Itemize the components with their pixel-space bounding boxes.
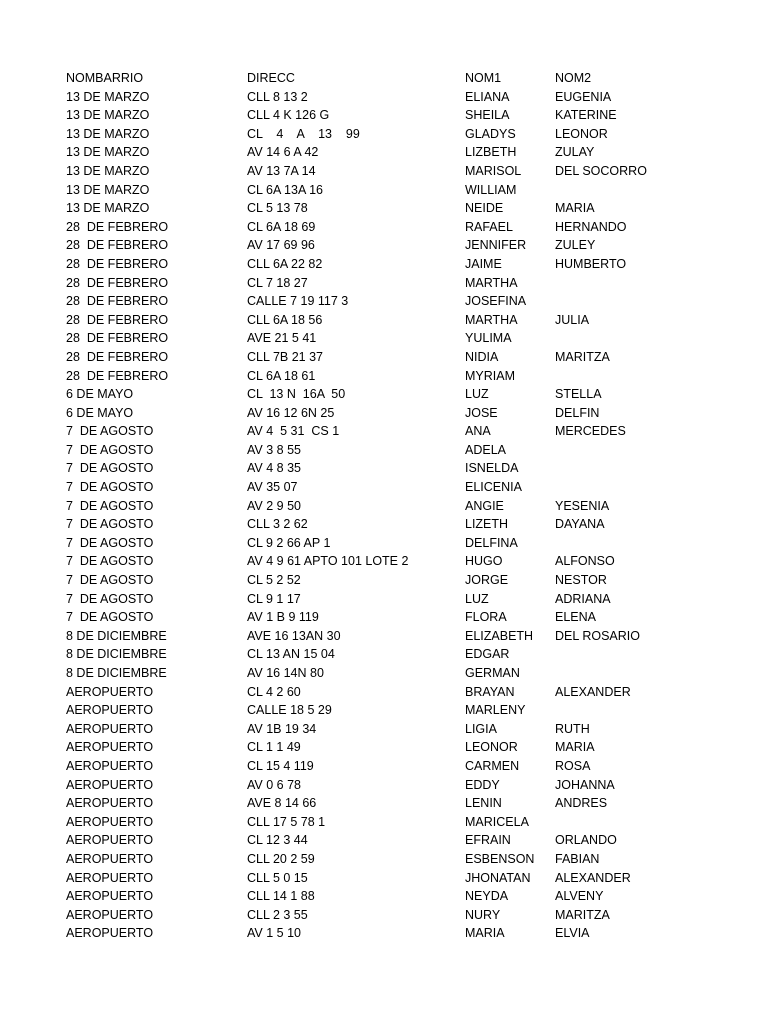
cell-nom2: ELENA [555, 610, 596, 625]
table-row [66, 664, 685, 683]
cell-nombarrio: AEROPUERTO [66, 889, 154, 904]
cell-nom2: HUMBERTO [555, 256, 627, 271]
table-row [66, 645, 685, 664]
table-row [66, 720, 685, 739]
cell-direcc: AVE 21 5 41 [247, 331, 317, 346]
cell-nom2: MERCEDES [555, 424, 626, 439]
cell-nom1: ELIZABETH [465, 628, 534, 643]
table-row [66, 218, 685, 237]
cell-nom1: ANGIE [465, 498, 504, 513]
table-row [66, 181, 685, 200]
table-row [66, 162, 685, 181]
cell-nombarrio: AEROPUERTO [66, 907, 154, 922]
cell-nombarrio: 28 DE FEBRERO [66, 256, 169, 271]
cell-nombarrio: 6 DE MAYO [66, 405, 134, 420]
cell-nom2: DELFIN [555, 405, 600, 420]
cell-nom2: FABIAN [555, 851, 600, 866]
cell-direcc: CL 6A 18 61 [247, 368, 316, 383]
table-body [66, 88, 685, 943]
data-table [66, 69, 685, 943]
cell-direcc: CL 9 1 17 [247, 591, 301, 606]
cell-nom2: ALEXANDER [555, 870, 631, 885]
cell-nombarrio: 28 DE FEBRERO [66, 238, 169, 253]
cell-nom1: LUZ [465, 387, 489, 402]
cell-nombarrio: 7 DE AGOSTO [66, 591, 154, 606]
cell-nom2: DEL SOCORRO [555, 163, 647, 178]
cell-nom1: NEIDE [465, 201, 504, 216]
cell-nombarrio: 7 DE AGOSTO [66, 461, 154, 476]
cell-direcc: CL 13 N 16A 50 [247, 387, 346, 402]
cell-nombarrio: 8 DE DICIEMBRE [66, 666, 167, 680]
cell-nom1: FLORA [465, 610, 507, 625]
cell-nom1: MARLENY [465, 703, 526, 718]
cell-direcc: AV 14 6 A 42 [247, 145, 319, 160]
cell-nom1: ELICENIA [465, 480, 522, 495]
table-row [66, 850, 685, 869]
table-row [66, 831, 685, 850]
cell-nom2: ZULAY [555, 145, 595, 160]
cell-direcc: CLL 7B 21 37 [247, 349, 323, 364]
cell-direcc: CLL 8 13 2 [247, 89, 308, 104]
cell-nom1: JORGE [465, 573, 509, 588]
table-row [66, 571, 685, 590]
cell-nom1: ANA [465, 424, 491, 439]
cell-nom2 [555, 274, 685, 293]
cell-direcc: CL 1 1 49 [247, 740, 301, 755]
cell-nom2: YESENIA [555, 498, 610, 513]
cell-nom1: JAIME [465, 256, 502, 271]
cell-direcc: AV 2 9 50 [247, 498, 301, 513]
cell-nombarrio: AEROPUERTO [66, 870, 154, 885]
table-row [66, 404, 685, 423]
cell-nom2 [555, 534, 685, 553]
cell-nom1: GLADYS [465, 126, 516, 141]
table-row [66, 906, 685, 925]
cell-direcc: AV 3 8 55 [247, 442, 301, 457]
cell-nombarrio: 13 DE MARZO [66, 163, 150, 178]
cell-nom2: DEL ROSARIO [555, 628, 640, 643]
cell-nom2 [555, 701, 685, 720]
cell-nom1: ADELA [465, 442, 506, 457]
table-row [66, 329, 685, 348]
cell-nom2 [555, 459, 685, 478]
table-row [66, 701, 685, 720]
cell-nom2: ANDRES [555, 796, 608, 811]
cell-direcc: CL 12 3 44 [247, 833, 308, 848]
cell-direcc: AV 4 9 61 APTO 101 LOTE 2 [247, 554, 409, 569]
cell-nom1: LEONOR [465, 740, 518, 755]
cell-direcc: CLL 17 5 78 1 [247, 814, 326, 829]
cell-nom2: NESTOR [555, 573, 607, 588]
cell-nom1: NIDIA [465, 349, 499, 364]
cell-nom1: LIGIA [465, 721, 497, 736]
cell-nom1: LENIN [465, 796, 502, 811]
cell-direcc: AVE 8 14 66 [247, 796, 317, 811]
cell-nom2: MARITZA [555, 349, 610, 364]
cell-nom2 [555, 292, 685, 311]
table-row [66, 274, 685, 293]
cell-nombarrio: 28 DE FEBRERO [66, 275, 169, 290]
cell-nom1: MARICELA [465, 814, 529, 829]
table-row [66, 869, 685, 888]
cell-nombarrio: AEROPUERTO [66, 926, 154, 941]
cell-nom2: EUGENIA [555, 89, 612, 104]
cell-direcc: AV 1B 19 34 [247, 721, 317, 736]
cell-nombarrio: 13 DE MARZO [66, 145, 150, 160]
cell-nom2 [555, 181, 685, 200]
cell-direcc: AV 13 7A 14 [247, 163, 316, 178]
column-header-nombarrio: NOMBARRIO [66, 71, 144, 85]
cell-nom1: JOSEFINA [465, 294, 527, 309]
cell-nombarrio: AEROPUERTO [66, 796, 154, 811]
table-row [66, 348, 685, 367]
table-row [66, 459, 685, 478]
cell-nombarrio: 28 DE FEBRERO [66, 368, 169, 383]
cell-nom2: ORLANDO [555, 833, 617, 848]
cell-nom2: ALVENY [555, 889, 604, 904]
table-row [66, 199, 685, 218]
cell-nombarrio: 7 DE AGOSTO [66, 554, 154, 569]
cell-nom2 [555, 441, 685, 460]
cell-nombarrio: 7 DE AGOSTO [66, 480, 154, 495]
cell-nombarrio: AEROPUERTO [66, 814, 154, 829]
cell-nom1: SHEILA [465, 108, 510, 123]
table-row [66, 683, 685, 702]
cell-nom1: ELIANA [465, 89, 510, 104]
cell-direcc: CLL 3 2 62 [247, 517, 308, 532]
cell-nombarrio: AEROPUERTO [66, 851, 154, 866]
cell-direcc: CLL 5 0 15 [247, 870, 308, 885]
table-row [66, 311, 685, 330]
cell-nombarrio: AEROPUERTO [66, 758, 154, 773]
cell-nom1: JOSE [465, 405, 498, 420]
cell-nom2 [555, 813, 685, 832]
column-header-nom1: NOM1 [465, 71, 502, 85]
table-row [66, 367, 685, 386]
cell-nom1: LUZ [465, 591, 489, 606]
cell-nom2: MARIA [555, 740, 595, 755]
cell-nombarrio: 28 DE FEBRERO [66, 219, 169, 234]
cell-direcc: CL 4 2 60 [247, 684, 301, 699]
cell-nom1: MARTHA [465, 275, 518, 290]
cell-nom1: JENNIFER [465, 238, 527, 253]
cell-direcc: CLL 6A 22 82 [247, 256, 323, 271]
cell-nombarrio: 7 DE AGOSTO [66, 424, 154, 439]
cell-direcc: CLL 6A 18 56 [247, 312, 323, 327]
cell-nom2 [555, 329, 685, 348]
cell-nom2: ZULEY [555, 238, 596, 253]
cell-nombarrio: 7 DE AGOSTO [66, 535, 154, 550]
cell-nom1: MYRIAM [465, 368, 515, 383]
cell-nom2 [555, 645, 685, 664]
table-row [66, 887, 685, 906]
cell-nom2: MARITZA [555, 907, 610, 922]
cell-nom1: MARISOL [465, 163, 522, 178]
cell-nom2: ADRIANA [555, 591, 611, 606]
cell-direcc: AV 1 5 10 [247, 926, 301, 941]
cell-nom1: HUGO [465, 554, 503, 569]
cell-nom2 [555, 478, 685, 497]
cell-nom1: LIZBETH [465, 145, 517, 160]
cell-direcc: CLL 4 K 126 G [247, 108, 330, 123]
cell-nombarrio: 13 DE MARZO [66, 108, 150, 123]
cell-nom1: EDDY [465, 777, 500, 792]
cell-direcc: CL 5 2 52 [247, 573, 301, 588]
cell-direcc: AV 16 12 6N 25 [247, 405, 335, 420]
cell-direcc: CALLE 18 5 29 [247, 703, 332, 718]
cell-nombarrio: AEROPUERTO [66, 833, 154, 848]
cell-direcc: AV 35 07 [247, 480, 298, 495]
cell-direcc: CL 5 13 78 [247, 201, 308, 216]
cell-nom1: ISNELDA [465, 461, 519, 476]
table-row [66, 143, 685, 162]
cell-direcc: AV 17 69 96 [247, 238, 315, 253]
table-row [66, 88, 685, 107]
cell-direcc: CLL 14 1 88 [247, 889, 315, 904]
cell-nom1: WILLIAM [465, 182, 517, 197]
cell-nombarrio: AEROPUERTO [66, 721, 154, 736]
cell-direcc: CL 13 AN 15 04 [247, 647, 335, 662]
cell-nombarrio: 7 DE AGOSTO [66, 442, 154, 457]
cell-direcc: CL 15 4 119 [247, 758, 314, 773]
cell-nombarrio: AEROPUERTO [66, 740, 154, 755]
table-row [66, 385, 685, 404]
column-header-direcc: DIRECC [247, 71, 295, 85]
cell-nom2: STELLA [555, 387, 602, 402]
table-row [66, 608, 685, 627]
cell-nombarrio: 28 DE FEBRERO [66, 331, 169, 346]
table-row [66, 422, 685, 441]
cell-nom1: JHONATAN [465, 870, 531, 885]
table-row [66, 441, 685, 460]
cell-nombarrio: AEROPUERTO [66, 684, 154, 699]
table-row [66, 794, 685, 813]
table-row [66, 106, 685, 125]
cell-nombarrio: 7 DE AGOSTO [66, 498, 154, 513]
cell-direcc: AV 16 14N 80 [247, 666, 324, 680]
table-row [66, 776, 685, 795]
cell-nombarrio: 7 DE AGOSTO [66, 573, 154, 588]
cell-nom1: YULIMA [465, 331, 512, 346]
cell-nombarrio: 6 DE MAYO [66, 387, 134, 402]
cell-direcc: AV 1 B 9 119 [247, 610, 319, 625]
cell-nom1: MARIA [465, 926, 505, 941]
cell-nom2: JOHANNA [555, 777, 615, 792]
header-row [66, 69, 685, 88]
cell-nom1: CARMEN [465, 758, 520, 773]
cell-nom2: JULIA [555, 312, 590, 327]
cell-nom1: EDGAR [465, 647, 510, 662]
cell-nom2: DAYANA [555, 517, 605, 532]
table-row [66, 515, 685, 534]
cell-nombarrio: 8 DE DICIEMBRE [66, 647, 167, 662]
table-row [66, 627, 685, 646]
cell-nom1: LIZETH [465, 517, 509, 532]
cell-nom1: EFRAIN [465, 833, 511, 848]
cell-direcc: CL 6A 18 69 [247, 219, 316, 234]
column-header-nom2: NOM2 [555, 71, 592, 85]
cell-nom1: RAFAEL [465, 219, 513, 234]
cell-nom2: RUTH [555, 721, 590, 736]
cell-nombarrio: 13 DE MARZO [66, 89, 150, 104]
cell-nom1: NURY [465, 907, 501, 922]
table-row [66, 552, 685, 571]
cell-nombarrio: 13 DE MARZO [66, 126, 150, 141]
cell-nom2 [555, 367, 685, 386]
table-row [66, 125, 685, 144]
cell-direcc: CLL 20 2 59 [247, 851, 315, 866]
cell-direcc: CL 4 A 13 99 [247, 126, 360, 141]
table-row [66, 924, 685, 943]
table-row [66, 813, 685, 832]
cell-nom2: ELVIA [555, 926, 590, 941]
table-row [66, 478, 685, 497]
cell-direcc: AV 4 8 35 [247, 461, 301, 476]
table-row [66, 255, 685, 274]
table-row [66, 292, 685, 311]
cell-direcc: AV 4 5 31 CS 1 [247, 424, 340, 439]
cell-direcc: CL 9 2 66 AP 1 [247, 535, 331, 550]
cell-direcc: AV 0 6 78 [247, 777, 301, 792]
cell-nombarrio: 7 DE AGOSTO [66, 517, 154, 532]
cell-nombarrio: AEROPUERTO [66, 703, 154, 718]
cell-nom1: NEYDA [465, 889, 509, 904]
cell-nombarrio: 28 DE FEBRERO [66, 294, 169, 309]
cell-nombarrio: AEROPUERTO [66, 777, 154, 792]
table-row [66, 534, 685, 553]
table-row [66, 757, 685, 776]
cell-nom2: LEONOR [555, 126, 608, 141]
cell-direcc: CL 7 18 27 [247, 275, 308, 290]
cell-nombarrio: 28 DE FEBRERO [66, 349, 169, 364]
table-row [66, 738, 685, 757]
cell-nombarrio: 8 DE DICIEMBRE [66, 628, 167, 643]
table-row [66, 236, 685, 255]
cell-nom1: BRAYAN [465, 684, 515, 699]
cell-direcc: CL 6A 13A 16 [247, 182, 323, 197]
cell-nombarrio: 13 DE MARZO [66, 201, 150, 216]
cell-nom1: GERMAN [465, 666, 520, 680]
cell-nom2: ALFONSO [555, 554, 615, 569]
cell-nom2: ALEXANDER [555, 684, 631, 699]
cell-nom1: DELFINA [465, 535, 518, 550]
cell-nom2: HERNANDO [555, 219, 627, 234]
cell-nombarrio: 28 DE FEBRERO [66, 312, 169, 327]
cell-nom2: KATERINE [555, 108, 617, 123]
cell-nom2: ROSA [555, 758, 591, 773]
cell-nom1: MARTHA [465, 312, 518, 327]
cell-nombarrio: 13 DE MARZO [66, 182, 150, 197]
cell-direcc: AVE 16 13AN 30 [247, 628, 341, 643]
cell-nombarrio: 7 DE AGOSTO [66, 610, 154, 625]
cell-direcc: CALLE 7 19 117 3 [247, 294, 349, 309]
table-row [66, 497, 685, 516]
cell-nom2 [555, 664, 685, 683]
cell-nom1: ESBENSON [465, 851, 535, 866]
table-row [66, 590, 685, 609]
cell-nom2: MARIA [555, 201, 595, 216]
cell-direcc: CLL 2 3 55 [247, 907, 308, 922]
